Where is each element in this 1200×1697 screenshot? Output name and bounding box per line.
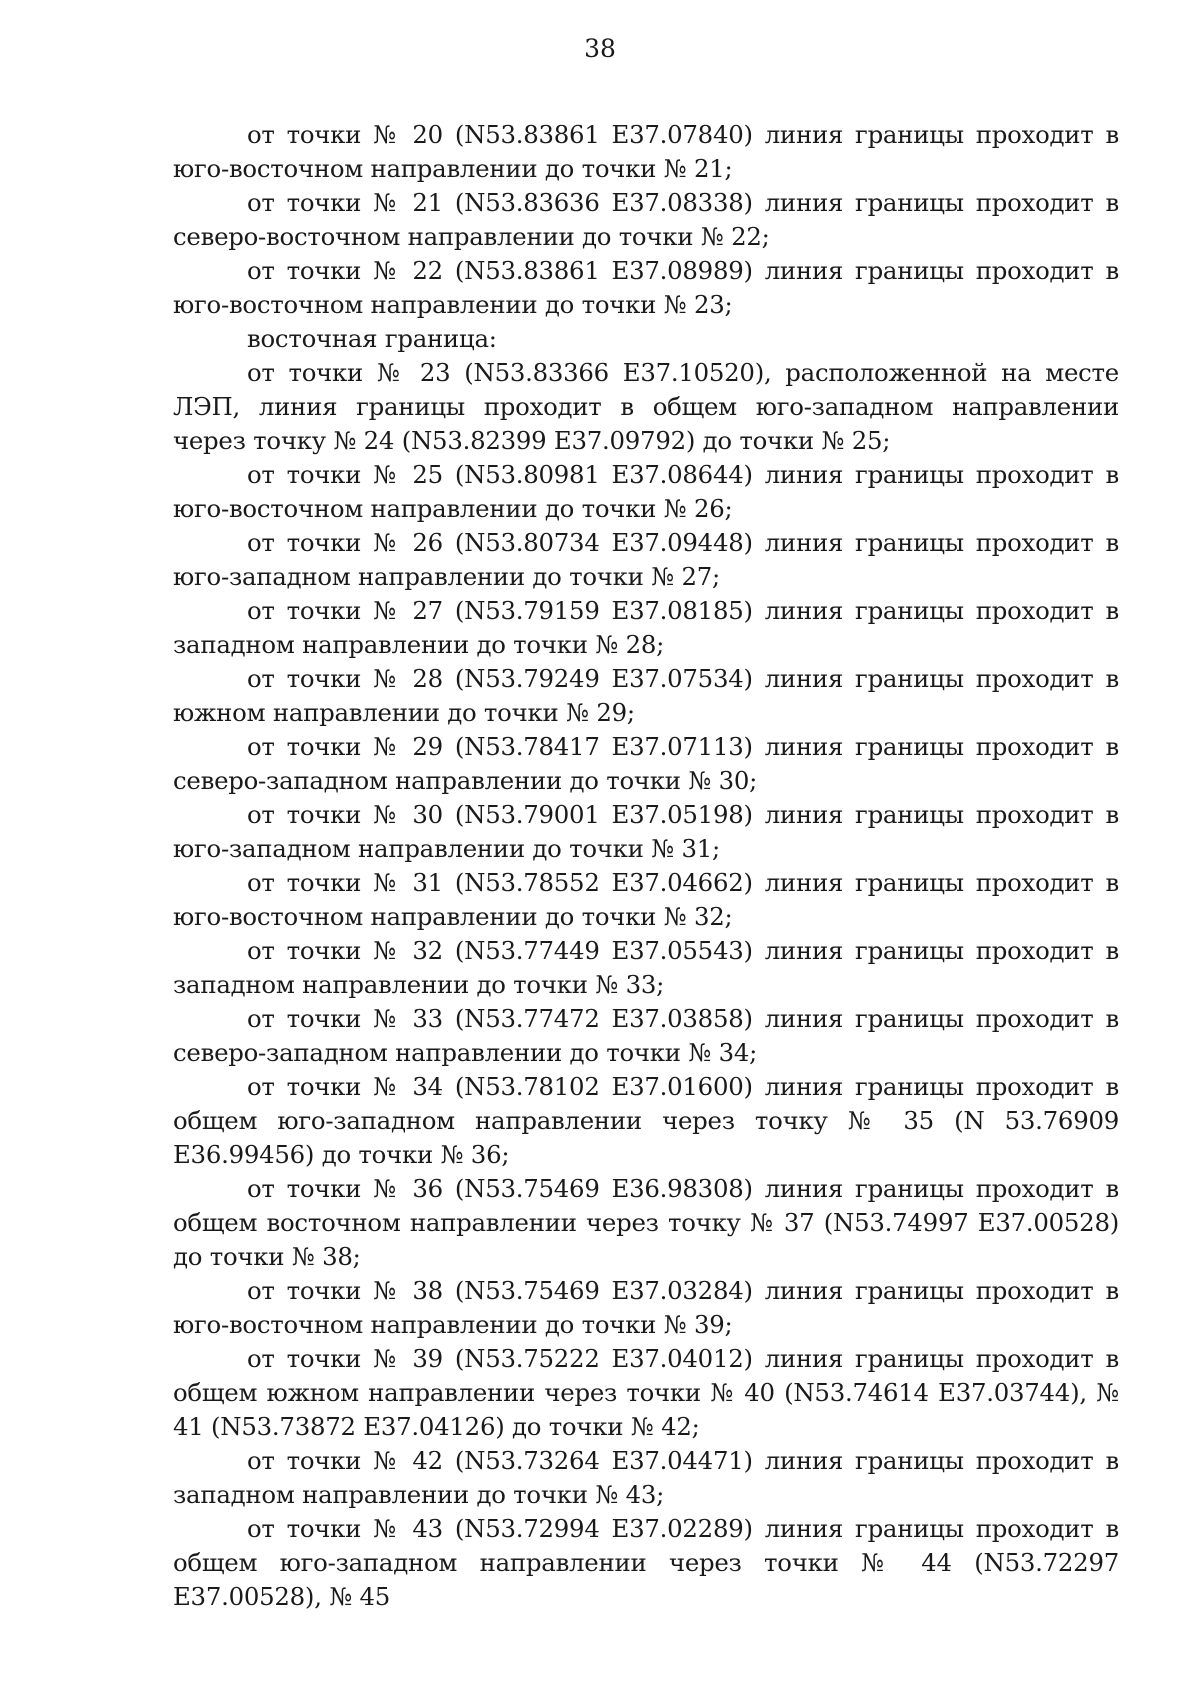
paragraph: от точки № 27 (N53.79159 E37.08185) линия границы проходит в западном направлении до точки № 28; [173, 596, 1119, 659]
section-heading: восточная граница: [247, 324, 497, 353]
paragraph: от точки № 29 (N53.78417 E37.07113) линия границы проходит в северо-западном направлении до точки № 30; [173, 732, 1119, 795]
paragraph: от точки № 38 (N53.75469 E37.03284) линия границы проходит в юго-восточном направлении до точки № 39; [173, 1276, 1119, 1339]
paragraph: от точки № 32 (N53.77449 E37.05543) линия границы проходит в западном направлении до точки № 33; [173, 936, 1119, 999]
paragraph: от точки № 31 (N53.78552 E37.04662) линия границы проходит в юго-восточном направлении до точки № 32; [173, 868, 1119, 931]
paragraph: от точки № 34 (N53.78102 E37.01600) линия границы проходит в общем юго-западном направлении через точку № 35 (N 53.76909 E36.99456) до точки № 36; [173, 1072, 1119, 1169]
paragraph: от точки № 26 (N53.80734 E37.09448) линия границы проходит в юго-западном направлении до точки № 27; [173, 528, 1119, 591]
paragraph: от точки № 20 (N53.83861 E37.07840) линия границы проходит в юго-восточном направлении до точки № 21; [173, 120, 1119, 183]
paragraph: от точки № 25 (N53.80981 E37.08644) линия границы проходит в юго-восточном направлении до точки № 26; [173, 460, 1119, 523]
paragraph: от точки № 43 (N53.72994 E37.02289) линия границы проходит в общем юго-западном направлении через точки № 44 (N53.72297 E37.00528), № 45 [173, 1514, 1119, 1611]
paragraph: от точки № 28 (N53.79249 E37.07534) линия границы проходит в южном направлении до точки № 29; [173, 664, 1119, 727]
paragraph: от точки № 21 (N53.83636 E37.08338) линия границы проходит в северо-восточном направлении до точки № 22; [173, 188, 1119, 251]
paragraph: от точки № 22 (N53.83861 E37.08989) линия границы проходит в юго-восточном направлении до точки № 23; [173, 256, 1119, 319]
paragraph: от точки № 36 (N53.75469 E36.98308) линия границы проходит в общем восточном направлении через точку № 37 (N53.74997 E37.00528) до точки № 38; [173, 1174, 1119, 1271]
paragraph: от точки № 23 (N53.83366 E37.10520), расположенной на месте ЛЭП, линия границы проходит в общем юго-западном направлении через точку № 24 (N53.82399 E37.09792) до точки № 25; [173, 358, 1119, 455]
document-body [173, 118, 1119, 1614]
page-number: 38 [584, 34, 616, 63]
paragraph: от точки № 39 (N53.75222 E37.04012) линия границы проходит в общем южном направлении через точки № 40 (N53.74614 E37.03744), № 41 (N53.73872 E37.04126) до точки № 42; [173, 1344, 1119, 1441]
paragraph: от точки № 42 (N53.73264 E37.04471) линия границы проходит в западном направлении до точки № 43; [173, 1446, 1119, 1509]
paragraph: от точки № 30 (N53.79001 E37.05198) линия границы проходит в юго-западном направлении до точки № 31; [173, 800, 1119, 863]
paragraph: от точки № 33 (N53.77472 E37.03858) линия границы проходит в северо-западном направлении до точки № 34; [173, 1004, 1119, 1067]
